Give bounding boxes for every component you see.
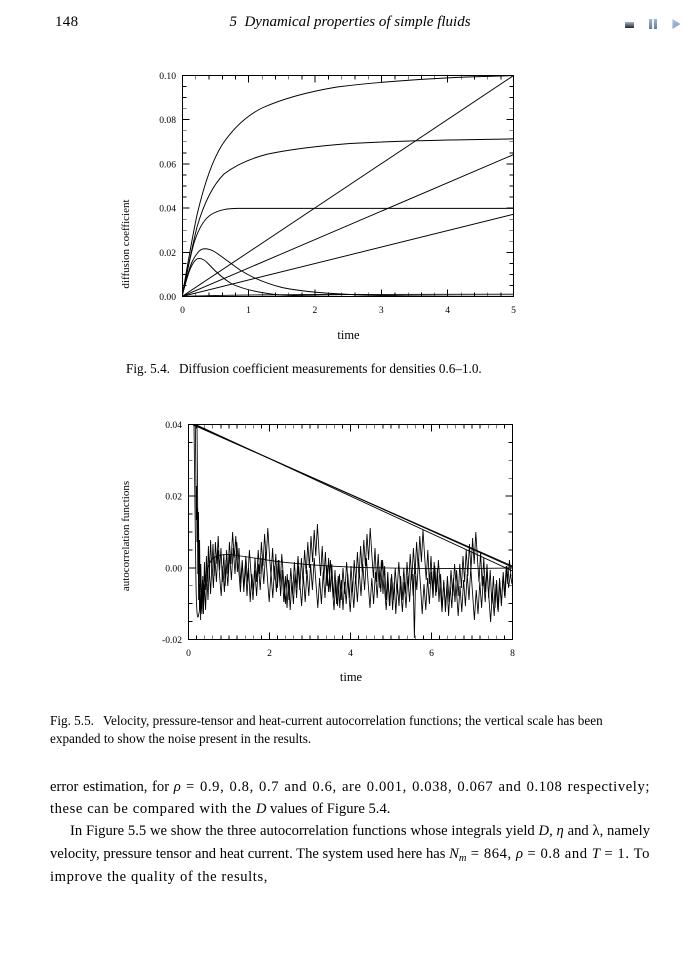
play-icon[interactable]	[671, 18, 682, 30]
p1-D: D	[255, 801, 267, 818]
svg-text:0.08: 0.08	[159, 115, 176, 127]
p2-run1: In Figure 5.5 we show the three autocorrelation functions whose integrals yield	[70, 823, 539, 840]
p2-run2: ,	[549, 823, 557, 840]
running-title-text: Dynamical properties of simple fluids	[244, 14, 471, 30]
svg-text:4: 4	[348, 648, 353, 659]
svg-text:0: 0	[186, 648, 191, 659]
p2-Nm-subscript: m	[458, 852, 467, 864]
svg-text:5: 5	[511, 305, 516, 316]
fig-5-5-caption	[50, 712, 650, 747]
series-sat-0065	[182, 139, 514, 297]
p2-rho: ρ	[516, 845, 524, 862]
figure-5-5	[0, 410, 700, 690]
running-title	[0, 14, 700, 31]
fig-5-4-ylabel: diffusion coefficient	[120, 199, 132, 289]
p1-run2: values of Figure 5.4.	[266, 801, 391, 818]
fig-5-4-plot	[159, 71, 516, 360]
p2-run6: = 0.8 and	[523, 845, 592, 862]
chapter-number: 5	[229, 14, 237, 30]
fig-5-5-series	[193, 425, 512, 638]
svg-text:0.00: 0.00	[165, 563, 182, 575]
svg-text:2: 2	[267, 648, 272, 659]
svg-text:0.04: 0.04	[165, 420, 182, 431]
body-text	[50, 776, 650, 889]
svg-text:8: 8	[510, 648, 515, 659]
svg-text:3: 3	[378, 305, 384, 316]
viewer-toolbar[interactable]	[624, 18, 682, 30]
p1-run1: error estimation, for	[50, 779, 174, 795]
svg-text:-0.02: -0.02	[162, 635, 182, 646]
svg-text:0.00: 0.00	[159, 292, 176, 303]
svg-text:0.02: 0.02	[159, 247, 176, 259]
fig-5-5-ytick-labels	[162, 420, 182, 646]
running-head	[0, 14, 700, 40]
p2-Nm: N	[449, 845, 459, 862]
p2-run4: , namely velocity, pressure tensor and heat current. The system used here has	[50, 823, 650, 862]
p2-lambda: λ	[592, 823, 600, 840]
fig-5-5-caption-lead: Fig. 5.5.	[50, 713, 94, 728]
svg-text:0.06: 0.06	[159, 159, 176, 171]
p2-run5: = 864,	[466, 845, 517, 862]
fig-5-4-xtick-labels	[180, 305, 516, 316]
p2-eta: η	[556, 823, 564, 840]
svg-text:4: 4	[445, 305, 451, 316]
p1-eq1: = 0.9, 0.8, 0.7 and 0.6, are 0.001, 0.038, 0.067 and 0.108 respectively; these can be compared with the	[50, 779, 651, 818]
fig-5-5-plot	[162, 420, 515, 694]
fig-5-4-ytick-labels	[159, 71, 176, 303]
series-line-shallow	[182, 214, 514, 296]
paragraph-2	[50, 820, 650, 888]
series-pressure-acf	[195, 425, 511, 620]
figure-5-4	[0, 60, 700, 360]
series-line-medium	[182, 155, 514, 297]
p2-run3: and	[563, 823, 593, 840]
fig-5-4-caption-text: Diffusion coefficient measurements for densities 0.6–1.0.	[178, 361, 482, 376]
svg-text:1: 1	[246, 305, 251, 316]
series-line-steep	[182, 76, 514, 297]
svg-text:6: 6	[429, 648, 434, 659]
p2-run7: = 1. To improve the quality of the results,	[50, 845, 650, 886]
fig-5-5-svg	[162, 420, 515, 694]
fig-5-5-xtick-labels	[186, 648, 515, 659]
fig-5-4-caption	[126, 360, 586, 378]
page-number: 148	[55, 14, 79, 30]
svg-text:0.10: 0.10	[159, 71, 176, 82]
svg-text:2: 2	[312, 305, 318, 316]
fig-5-5-caption-text: Velocity, pressure-tensor and heat-current autocorrelation functions; the vertical scale has been expanded to show the noise present in the results.	[50, 713, 603, 746]
svg-text:0.04: 0.04	[159, 203, 176, 215]
fig-5-4-xlabel: time	[337, 328, 360, 342]
fig-5-4-caption-lead: Fig. 5.4.	[126, 361, 170, 376]
pause-icon[interactable]	[648, 18, 658, 30]
series-envelope-3	[196, 425, 512, 571]
fig-5-4-svg	[159, 71, 516, 360]
fig-5-4-series	[182, 76, 514, 297]
fig-5-5-ylabel: autocorrelation functions	[120, 480, 132, 592]
series-heat-acf	[197, 425, 512, 622]
p1-rho: ρ	[173, 779, 181, 795]
p2-T: T	[591, 845, 601, 862]
paragraph-1	[50, 776, 650, 820]
svg-text:0: 0	[180, 305, 185, 316]
p2-D: D	[538, 823, 550, 840]
stop-icon[interactable]	[624, 19, 635, 30]
fig-5-5-xlabel: time	[339, 670, 363, 684]
svg-text:0.02: 0.02	[165, 491, 182, 503]
